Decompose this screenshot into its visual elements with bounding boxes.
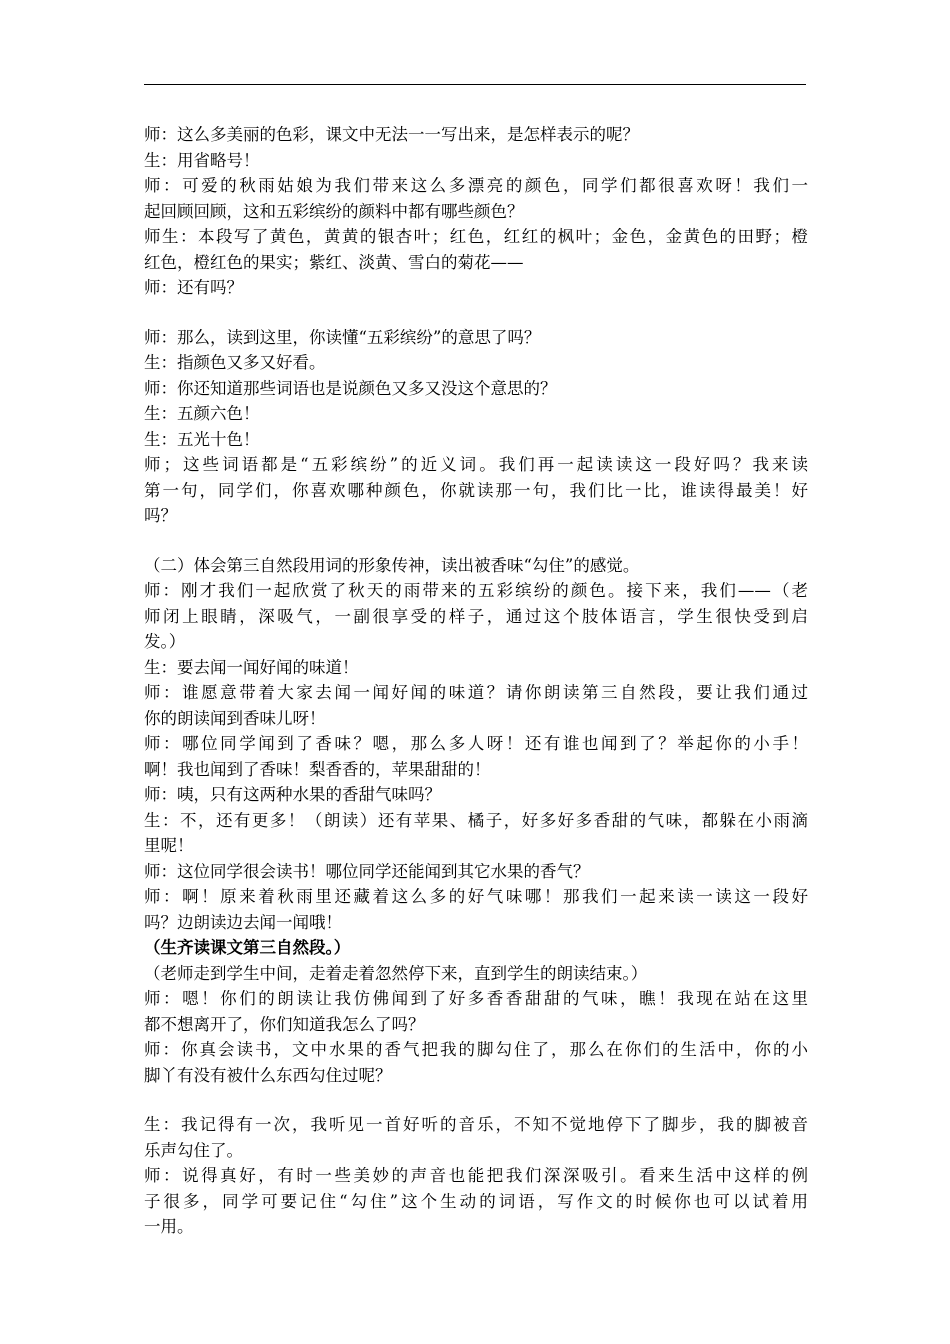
text-line: 脚丫有没有被什么东西勾住过呢？	[144, 1065, 392, 1085]
text-line: 师：刚才我们一起欣赏了秋天的雨带来的五彩缤纷的颜色。接下来，我们——（老	[144, 581, 808, 600]
text-line: 师：你真会读书，文中水果的香气把我的脚勾住了，那么在你们的生活中，你的小	[144, 1040, 808, 1059]
text-line: 师：哪位同学闻到了香味？嗯，那么多人呀！还有谁也闻到了？举起你的小手！	[144, 734, 808, 753]
text-line: 师：你还知道那些词语也是说颜色又多又没这个意思的？	[144, 378, 557, 398]
text-line: 吗？边朗读边去闻一闻哦！	[144, 912, 342, 932]
text-line: 都不想离开了，你们知道我怎么了吗？	[144, 1014, 425, 1034]
text-line: 你的朗读闻到香味儿呀！	[144, 708, 326, 728]
text-line: 红色，橙红色的果实；紫红、淡黄、雪白的菊花——	[144, 252, 524, 272]
text-line: 师：嗯！你们的朗读让我仿佛闻到了好多香香甜甜的气味，瞧！我现在站在这里	[144, 989, 808, 1008]
text-line: 子很多，同学可要记住“勾住”这个生动的词语，写作文的时候你也可以试着用	[144, 1191, 808, 1211]
text-line: （老师走到学生中间，走着走着忽然停下来，直到学生的朗读结束。）	[144, 963, 648, 983]
header-rule	[144, 84, 806, 85]
text-line: 师：可爱的秋雨姑娘为我们带来这么多漂亮的颜色，同学们都很喜欢呀！我们一	[144, 176, 808, 195]
text-line: 吗？	[144, 506, 177, 525]
text-line: 生：五颜六色！	[144, 404, 260, 423]
text-line: 啊！我也闻到了香味！梨香香的，苹果甜甜的！	[144, 759, 491, 779]
blank-line	[144, 529, 808, 553]
document-body	[144, 122, 808, 1240]
text-line: （二）体会第三自然段用词的形象传神，读出被香味“勾住”的感觉。	[144, 555, 640, 575]
text-line: 师：那么，读到这里，你读懂“五彩缤纷”的意思了吗？	[144, 327, 541, 347]
text-line: 生：不，还有更多！（朗读）还有苹果、橘子，好多好多香甜的气味，都躲在小雨滴	[144, 810, 808, 830]
text-line: 师闭上眼睛，深吸气，一副很享受的样子，通过这个肢体语言，学生很快受到启	[144, 606, 808, 626]
text-line: 一用。	[144, 1217, 194, 1236]
text-line: 生：我记得有一次，我听见一首好听的音乐，不知不觉地停下了脚步，我的脚被音	[144, 1115, 808, 1134]
text-line: 生：用省略号！	[144, 150, 260, 170]
blank-line	[144, 301, 808, 325]
text-line: 师：谁愿意带着大家去闻一闻好闻的味道？请你朗读第三自然段，要让我们通过	[144, 683, 808, 702]
text-line: 乐声勾住了。	[144, 1140, 243, 1160]
text-line: （生齐读课文第三自然段。）	[144, 938, 351, 957]
text-line: 师：说得真好，有时一些美妙的声音也能把我们深深吸引。看来生活中这样的例	[144, 1166, 808, 1185]
text-line: 生：五光十色！	[144, 429, 260, 449]
blank-line	[144, 1088, 808, 1112]
text-line: 发。）	[144, 632, 186, 651]
text-line: 师：咦，只有这两种水果的香甜气味吗？	[144, 785, 441, 804]
text-line: 生：指颜色又多又好看。	[144, 353, 326, 372]
text-line: 里呢！	[144, 836, 194, 855]
text-line: 师：这位同学很会读书！哪位同学还能闻到其它水果的香气？	[144, 861, 590, 881]
text-line: 师：啊！原来着秋雨里还藏着这么多的好气味哪！那我们一起来读一读这一段好	[144, 887, 808, 906]
text-line: 师：还有吗？	[144, 278, 243, 297]
text-line: 师；这些词语都是“五彩缤纷”的近义词。我们再一起读读这一段好吗？我来读	[144, 455, 808, 474]
text-line: 师：这么多美丽的色彩，课文中无法一一写出来，是怎样表示的呢？	[144, 125, 639, 144]
text-line: 生：要去闻一闻好闻的味道！	[144, 657, 359, 677]
text-line: 第一句，同学们，你喜欢哪种颜色，你就读那一句，我们比一比，谁读得最美！好	[144, 480, 808, 500]
text-line: 起回顾回顾，这和五彩缤纷的颜料中都有哪些颜色？	[144, 201, 524, 221]
text-line: 师生：本段写了黄色，黄黄的银杏叶；红色，红红的枫叶；金色，金黄色的田野；橙	[144, 227, 808, 246]
